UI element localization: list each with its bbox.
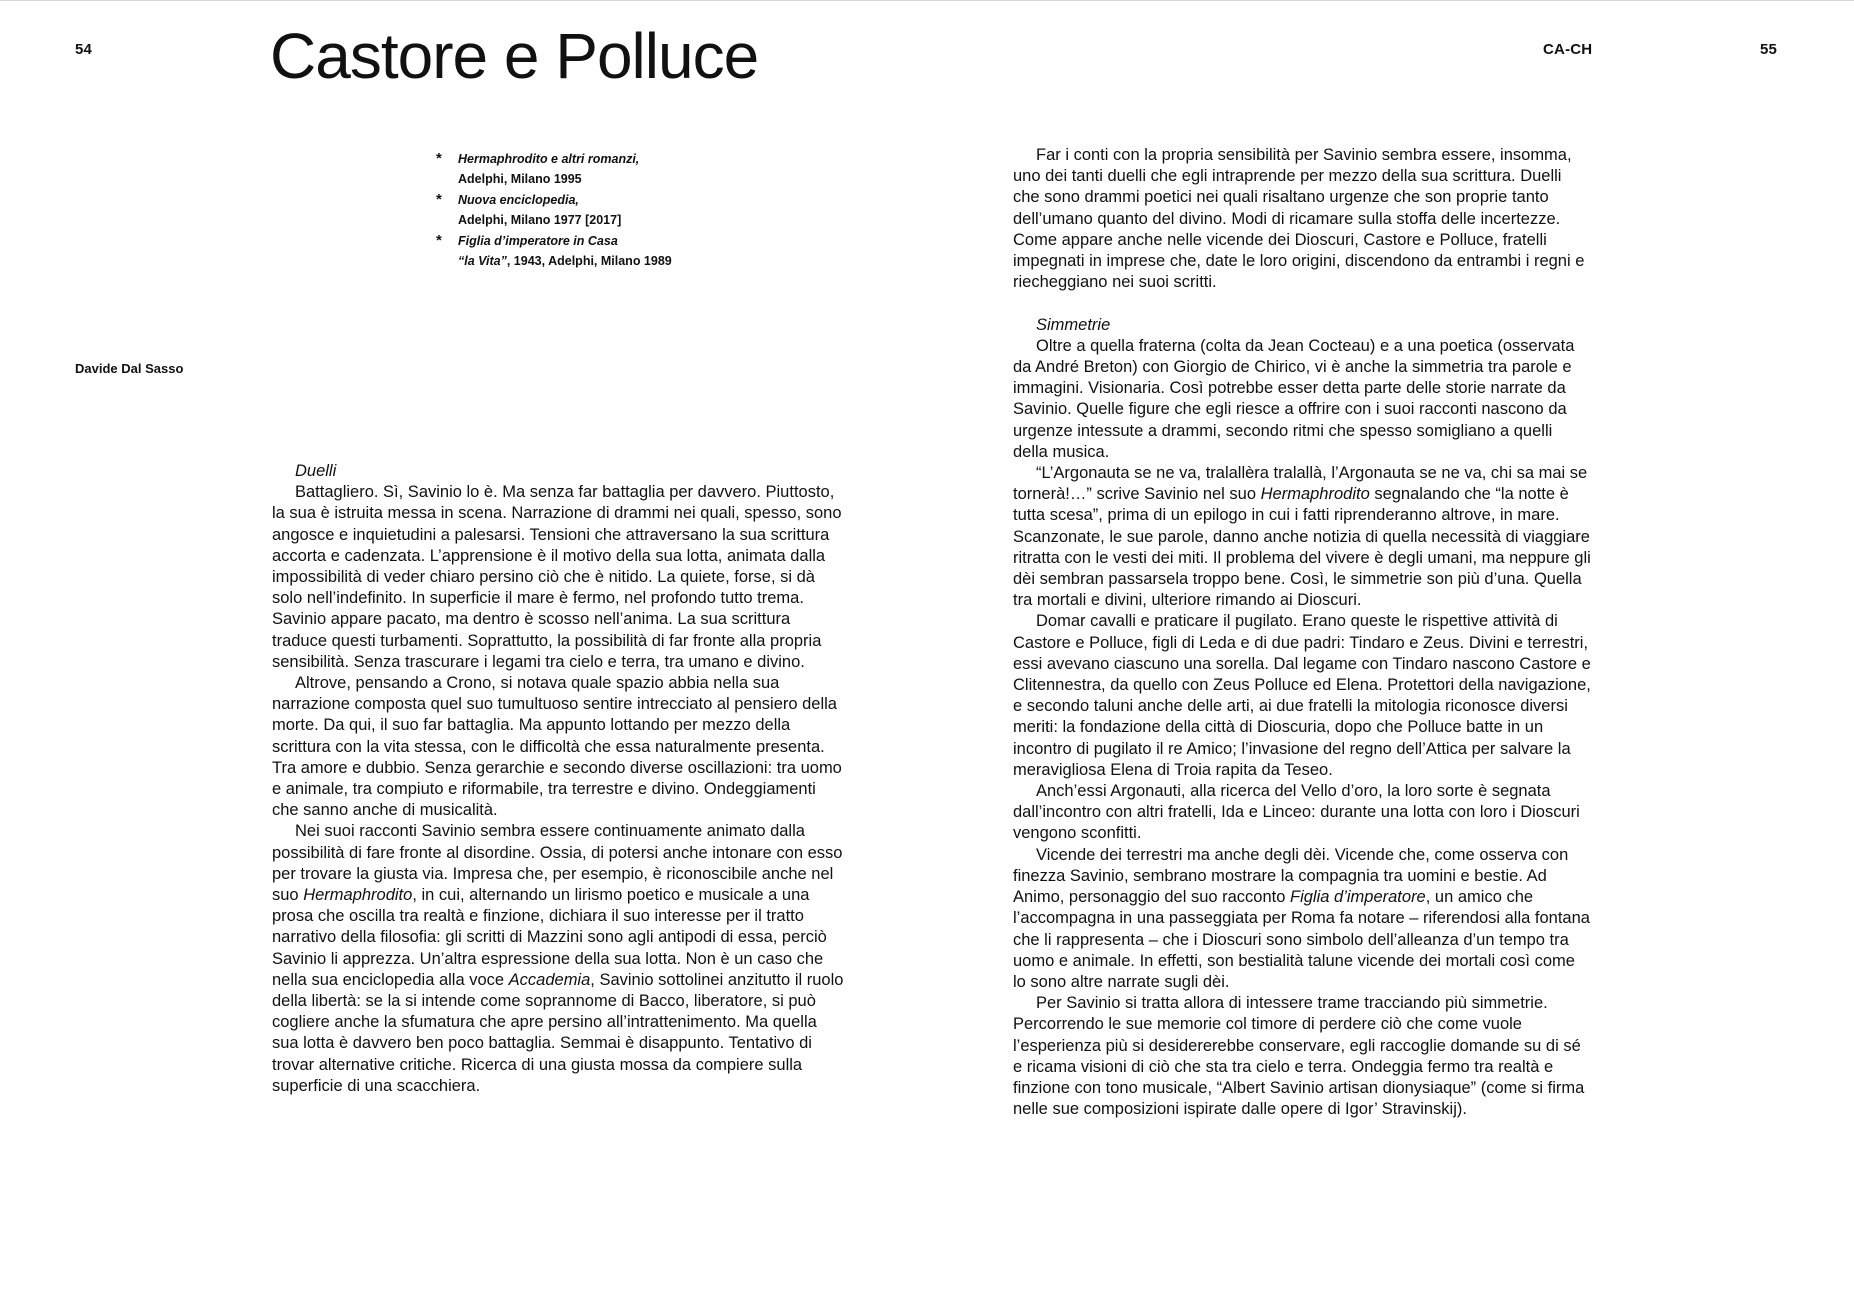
text-run: , Savinio sottolinei anzitutto il ruolo della libertà: se la si intende come soprannome di Bacco, liberatore, si può cogliere anche la sfumatura che apre persino all’intrattenimento. Ma quella sua lotta è davvero ben poco battaglia. Semmai è disappunto. Tentativo di trovar alternative critiche. Ricerca di una giusta mossa da compiere sulla superficie di una scacchiera.	[272, 970, 844, 1095]
paragraph: Domar cavalli e praticare il pugilato. Erano queste le rispettive attività di Castore e Polluce, figli di Leda e di due padri: Tindaro e Zeus. Divini e terrestri, essi avevano ciascuno una sorella. Dal legame con Tindaro nascono Castore e Clitennestra, da quello con Zeus Polluce ed Elena. Protettori della navigazione, e secondo taluni anche delle arti, ai due fratelli la mitologia riconosce diversi meriti: la fondazione della città di Dioscuria, dopo che Polluce batte in un incontro di pugilato il re Amico; l’invasione del regno dell’Attica per salvare la meravigliosa Elena di Troia rapita da Teseo.	[1013, 612, 1591, 779]
right-page-number: 55	[1760, 41, 1778, 58]
reference-title: Nuova enciclopedia,	[458, 193, 579, 207]
paragraph: Altrove, pensando a Crono, si notava quale spazio abbia nella sua narrazione composta quel suo tumultuoso sentire intrecciato al pensiero della morte. Da qui, il suo far battaglia. Ma appunto lottando per mezzo della scrittura con la vita stessa, con le difficoltà che essa naturalmente presenta. Tra amore e dubbio. Senza gerarchie e secondo diverse oscillazioni: tra uomo e animale, tra compiuto e riformabile, tra terrestre e divino. Ondeggiamenti che sanno anche di musicalità.	[272, 674, 842, 820]
italic-title: Hermaphrodito	[303, 886, 413, 905]
text-run: , in cui, alternando un lirismo poetico e musicale a una prosa che oscilla tra realtà e finzione, dichiara il suo interesse per il tratto narrativo della filosofia: gli scritti di Mazzini sono agli antipodi di essa, perciò Savinio li apprezza. Un’altra espressione della sua lotta. Non è un caso che nella sua enciclopedia alla voce	[272, 886, 827, 989]
section-label: CA-CH	[1543, 41, 1593, 58]
top-rule	[0, 0, 1854, 1]
text-run: , un amico che l’accompagna in una passeggiata per Roma fa notare – riferendosi alla fontana che li rappresenta – che i Dioscuri sono simbolo dell’alleanza d’un tempo tra uomo e animale. In effetti, son bestialità talune vicende dei mortali così come lo sono altre narrate sugli dèi.	[1013, 888, 1590, 991]
text-run: Nei suoi racconti Savinio sembra essere continuamente animato dalla possibilità di fare fronte al disordine. Ossia, di potersi anche intonare con esso per trovare la giusta via. Impresa che, per esempio, è riconoscibile anche nel suo	[272, 822, 843, 905]
right-text-column	[1013, 145, 1591, 1120]
asterisk-marker: *	[436, 150, 442, 167]
paragraph: Oltre a quella fraterna (colta da Jean Cocteau) e a una poetica (osservata da André Breton) con Giorgio de Chirico, vi è anche la simmetria tra parole e immagini. Visionaria. Così potrebbe esser detta parte delle storie narrate da Savinio. Quelle figure che egli riesce a offrire con i suoi racconti nascono da urgenze intessute a drammi, secondo ritmi che spesso somigliano a quelli della musica.	[1013, 336, 1575, 461]
paragraph: Far i conti con la propria sensibilità per Savinio sembra essere, insomma, uno dei tanti duelli che egli intraprende per mezzo della sua scrittura. Duelli che sono drammi poetici nei quali risaltano urgenze che son proprie tanto dell’umano quanto del divino. Modi di ricamare sulla stoffa delle incertezze. Come appare anche nelle vicende dei Dioscuri, Castore e Polluce, fratelli impegnati in imprese che, date le loro origini, discendono da entrambi i regni e riecheggiano nei suoi scritti.	[1013, 146, 1585, 292]
reference-title: Hermaphrodito e altri romanzi,	[458, 152, 640, 166]
italic-title: Hermaphrodito	[1260, 485, 1370, 504]
text-run: segnalando che “la notte è tutta scesa”, prima di un epilogo in cui i fatti riprenderanno altrove, in mare. Scanzonate, le sue parole, danno anche notizia di quella necessità di viaggiare ritratta con le vesti dei miti. Il problema del vivere è degli umani, ma neppure gli dèi sembran passarsela troppo bene. Così, le simmetrie son più d’una. Quella tra mortali e divini, ulteriore rimando ai Dioscuri.	[1013, 485, 1591, 610]
paragraph	[272, 821, 844, 1097]
reference-publication: , 1943, Adelphi, Milano 1989	[506, 254, 672, 268]
italic-title: Accademia	[508, 970, 591, 989]
paragraph: Battagliero. Sì, Savinio lo è. Ma senza far battaglia per davvero. Piuttosto, la sua è istruita messa in scena. Narrazione di drammi nei quali, spesso, sono angosce e inquietudini a palesarsi. Tensioni che attraversano la sua scrittura accorta e cadenzata. L’apprensione è il motivo della sua lotta, animata dalla impossibilità di veder chiaro persino ciò che è nitido. La quiete, forse, si dà solo nell’indefinito. In superficie il mare è fermo, nel profondo tutto trema. Savinio appare pacato, ma dentro è scosso nell’anima. La sua scrittura traduce questi turbamenti. Soprattutto, la possibilità di far fronte alla propria sensibilità. Senza trascurare i legami tra cielo e terra, tra umano e divino.	[272, 483, 842, 671]
paragraph-gap	[1013, 293, 1591, 314]
reference-title-part: “la Vita”	[458, 254, 507, 268]
paragraph: Per Savinio si tratta allora di intessere trame tracciando più simmetrie. Percorrendo le sue memorie col timore di perdere ciò che come vuole l’esperienza più si desidererebbe conservare, egli raccoglie domande su di sé e ricama visioni di ciò che sta tra cielo e terra. Ondeggia fermo tra realtà e finzione con tono musicale, “Albert Savinio artisan dionysiaque” (come si firma nelle sue composizioni ispirate dalle opere di Igor’ Stravinskij).	[1013, 994, 1585, 1119]
subheading-simmetrie: Simmetrie	[1036, 315, 1111, 334]
reference-publication-line	[458, 254, 672, 268]
references-list	[436, 149, 736, 272]
asterisk-marker: *	[436, 232, 442, 249]
asterisk-marker: *	[436, 191, 442, 208]
page-title: Castore e Polluce	[270, 20, 759, 92]
reference-publication: Adelphi, Milano 1977 [2017]	[458, 213, 622, 227]
left-page-number: 54	[75, 41, 93, 58]
left-text-column	[272, 461, 844, 1097]
paragraph	[1013, 463, 1591, 611]
subheading-duelli: Duelli	[295, 462, 337, 480]
paragraph	[1013, 845, 1591, 993]
reference-item	[436, 149, 736, 189]
reference-title: Figlia d’imperatore in Casa	[458, 234, 618, 248]
reference-publication: Adelphi, Milano 1995	[458, 172, 582, 186]
italic-title: Figlia d’imperatore	[1290, 888, 1426, 907]
text-run: Vicende dei terrestri ma anche degli dèi. Vicende che, come osserva con finezza Savinio, sembrano mostrare la compagnia tra uomini e bestie. Ad Animo, personaggio del suo racconto	[1013, 845, 1569, 907]
author-name: Davide Dal Sasso	[75, 361, 184, 376]
text-run: “L’Argonauta se ne va, tralallèra tralallà, l’Argonauta se ne va, chi sa mai se tornerà!…” scrive Savinio nel suo	[1013, 464, 1588, 504]
reference-item	[436, 231, 736, 271]
paragraph: Anch’essi Argonauti, alla ricerca del Vello d’oro, la loro sorte è segnata dall’incontro con altri fratelli, Ida e Linceo: durante una lotta con loro i Dioscuri vengono sconfitti.	[1013, 782, 1580, 843]
reference-item	[436, 190, 736, 230]
